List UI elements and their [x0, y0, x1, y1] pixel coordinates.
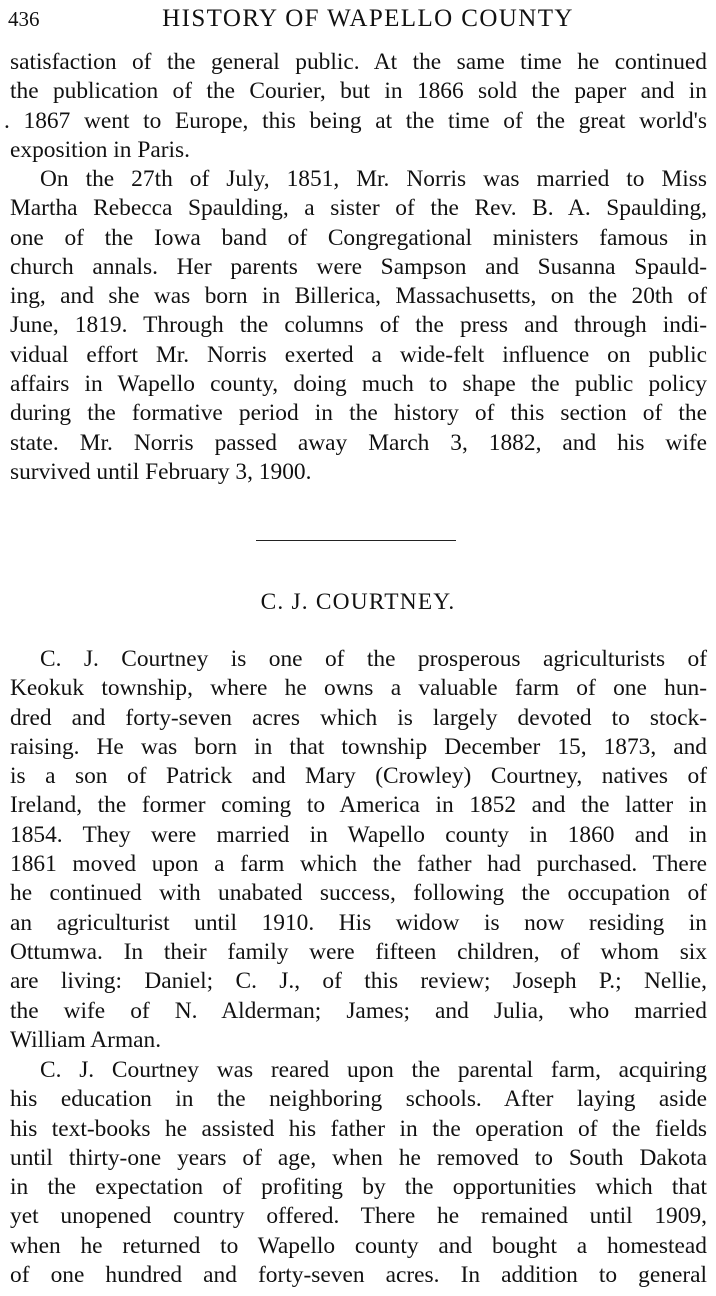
- text-line: the wife of N. Alderman; James; and Julia, who married: [10, 997, 707, 1024]
- text-line: Keokuk township, where he owns a valuable farm of one hun-: [10, 675, 707, 702]
- text-line: . 1867 went to Europe, this being at the time of the great world's: [4, 107, 707, 134]
- text-line: is a son of Patrick and Mary (Crowley) Courtney, natives of: [10, 763, 707, 790]
- text-line: ing, and she was born in Billerica, Massachusetts, on the 20th of: [10, 283, 707, 310]
- biography-heading: C. J. COURTNEY.: [260, 589, 456, 615]
- text-line: raising. He was born in that township December 15, 1873, and: [10, 733, 707, 760]
- text-line: his education in the neighboring schools. After laying aside: [10, 1086, 707, 1113]
- courtney-paragraph-2: [10, 1056, 707, 1290]
- text-line: his text-books he assisted his father in the operation of the fields: [10, 1115, 707, 1142]
- text-line: survived until February 3, 1900.: [10, 458, 312, 485]
- text-line: yet unopened country offered. There he remained until 1909,: [10, 1203, 707, 1230]
- text-line: satisfaction of the general public. At the same time he continued: [10, 49, 707, 75]
- text-line: William Arman.: [10, 1026, 162, 1053]
- text-line: church annals. Her parents were Sampson and Susanna Spauld-: [10, 253, 707, 280]
- text-line: C. J. Courtney is one of the prosperous agriculturists of: [40, 646, 707, 672]
- text-line: On the 27th of July, 1851, Mr. Norris was married to Miss: [40, 166, 707, 192]
- text-line: one of the Iowa band of Congregational ministers famous in: [10, 224, 707, 251]
- text-line: 1854. They were married in Wapello county in 1860 and in: [10, 821, 707, 848]
- text-line: affairs in Wapello county, doing much to shape the public policy: [10, 371, 707, 398]
- text-line: vidual effort Mr. Norris exerted a wide-felt influence on public: [10, 341, 707, 368]
- text-line: state. Mr. Norris passed away March 3, 1882, and his wife: [10, 429, 707, 456]
- text-line: dred and forty-seven acres which is largely devoted to stock-: [10, 704, 707, 731]
- text-line: during the formative period in the history of this section of the: [10, 400, 707, 427]
- text-line: in the expectation of profiting by the opportunities which that: [10, 1174, 707, 1201]
- text-line: Ireland, the former coming to America in 1852 and the latter in: [10, 792, 707, 819]
- section-divider: [256, 540, 456, 541]
- running-head: [8, 4, 708, 38]
- text-line: C. J. Courtney was reared upon the parental farm, acquiring: [40, 1057, 707, 1083]
- text-line: Ottumwa. In their family were fifteen children, of whom six: [10, 938, 707, 965]
- text-line: 1861 moved upon a farm which the father had purchased. There: [10, 851, 707, 878]
- courtney-paragraph-1: [10, 645, 707, 1055]
- text-line: are living: Daniel; C. J., of this review; Joseph P.; Nellie,: [10, 968, 707, 995]
- text-line: an agriculturist until 1910. His widow is now residing in: [10, 909, 707, 936]
- text-line: of one hundred and forty-seven acres. In addition to general: [10, 1262, 707, 1289]
- text-line: exposition in Paris.: [10, 136, 190, 163]
- norris-paragraph-2: [10, 165, 707, 487]
- text-line: when he returned to Wapello county and bought a homestead: [10, 1232, 707, 1259]
- text-line: Martha Rebecca Spaulding, a sister of the Rev. B. A. Spaulding,: [10, 195, 707, 222]
- text-line: the publication of the Courier, but in 1866 sold the paper and in: [10, 78, 707, 105]
- book-title: HISTORY OF WAPELLO COUNTY: [162, 5, 574, 32]
- text-line: he continued with unabated success, following the occupation of: [10, 880, 707, 907]
- text-line: until thirty-one years of age, when he removed to South Dakota: [10, 1144, 707, 1171]
- page-number: 436: [8, 7, 40, 31]
- text-line: June, 1819. Through the columns of the press and through indi-: [10, 312, 707, 339]
- norris-paragraph-1: [4, 48, 707, 165]
